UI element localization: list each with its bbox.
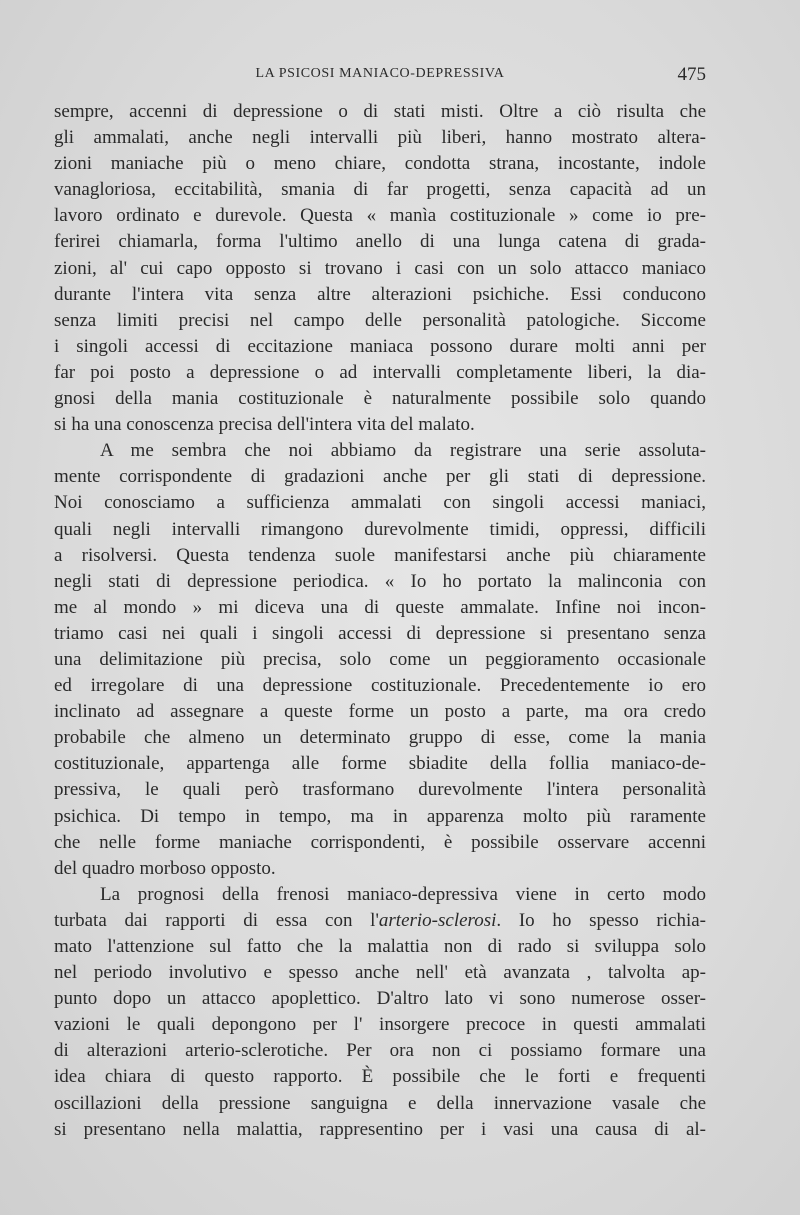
text-line: gli ammalati, anche negli intervalli più liberi, hanno mostrato altera- [54,127,706,149]
text-line: si ha una conoscenza precisa dell'intera vita del malato. [54,414,475,436]
text-line: nel periodo involutivo e spesso anche nell' età avanzata , talvolta ap- [54,962,706,984]
text-line: a risolversi. Questa tendenza suole manifestarsi anche più chiaramente [54,544,706,566]
text-line: punto dopo un attacco apoplettico. D'altro lato vi sono numerose osser- [54,988,706,1010]
text-line: quali negli intervalli rimangono durevolmente timidi, oppressi, difficili [54,518,706,540]
paragraph-first-line: La prognosi della frenosi maniaco-depressiva viene in certo modo [100,883,706,905]
text-line: mato l'attenzione sul fatto che la malattia non di rado si sviluppa solo [54,936,706,957]
text-line: costituzionale, appartenga alle forme sbiadite della follia maniaco-de- [54,753,706,775]
text-line: oscillazioni della pressione sanguigna e della innervazione vasale che [54,1092,706,1114]
text-line: vazioni le quali depongono per l' insorgere precoce in questi ammalati [54,1014,706,1036]
text-line: una delimitazione più precisa, solo come un peggioramento occasionale [54,648,706,670]
text-line: gnosi della mania costituzionale è naturalmente possibile solo quando [54,388,706,410]
text-line: senza limiti precisi nel campo delle personalità patologiche. Siccome [54,309,706,331]
text-line: triamo casi nei quali i singoli accessi di depressione si presentano senza [54,622,706,644]
text-line: me al mondo » mi diceva una di queste ammalate. Infine noi incon- [54,596,706,618]
text-line: durante l'intera vita senza altre alterazioni psichiche. Essi conducono [54,283,706,305]
text-line: ferirei chiamarla, forma l'ultimo anello di una lunga catena di grada- [54,231,706,253]
page-header [54,64,706,88]
text-line: pressiva, le quali però trasformano durevolmente l'intera personalità [54,779,706,801]
text-line: mente corrispondente di gradazioni anche per gli stati di depressione. [54,466,706,488]
italic-term: arterio-sclerosi [378,909,497,931]
text-line: vanagloriosa, eccitabilità, smania di far progetti, senza capacità ad un [54,179,706,201]
text-line: lavoro ordinato e durevole. Questa « manìa costituzionale » come io pre- [54,205,706,227]
text-line: negli stati di depressione periodica. « Io ho portato la malinconia con [54,570,706,592]
text-line: ed irregolare di una depressione costituzionale. Precedentemente io ero [54,675,706,697]
text-line: zioni maniache più o meno chiare, condotta strana, incostante, indole [54,153,706,175]
text-line: di alterazioni arterio-sclerotiche. Per ora non ci possiamo formare una [54,1040,706,1062]
running-title: LA PSICOSI MANIACO-DEPRESSIVA [255,66,505,81]
text-line: che nelle forme maniache corrispondenti, è possibile osservare accenni [54,831,706,853]
body-text [54,99,706,1143]
text-line: far poi posto a depressione o ad intervalli completamente liberi, la dia- [54,361,706,383]
text-line: i singoli accessi di eccitazione maniaca possono durare molti anni per [54,335,706,357]
text-line: si presentano nella malattia, rappresentino per i vasi una causa di al- [54,1118,706,1140]
paragraph-first-line: A me sembra che noi abbiamo da registrare una serie assoluta- [100,440,706,462]
text-line: del quadro morboso opposto. [54,857,276,879]
text-line: inclinato ad assegnare a queste forme un posto a parte, ma ora credo [54,701,706,723]
text-line: probabile che almeno un determinato gruppo di esse, come la mania [54,727,706,749]
text-line: zioni, al' cui capo opposto si trovano i casi con un solo attacco maniaco [54,257,706,279]
text-line: Noi conosciamo a sufficienza ammalati con singoli accessi maniaci, [54,492,706,514]
page-number: 475 [677,64,706,85]
text-line: idea chiara di questo rapporto. È possibile che le forti e frequenti [54,1066,706,1088]
text-segment: turbata dai rapporti di essa con l' [54,909,379,931]
text-line: psichica. Di tempo in tempo, ma in apparenza molto più raramente [54,805,706,827]
text-segment: . Io ho spesso richia- [496,909,706,931]
text-line [54,908,706,934]
text-line: sempre, accenni di depressione o di stati misti. Oltre a ciò risulta che [54,101,706,122]
